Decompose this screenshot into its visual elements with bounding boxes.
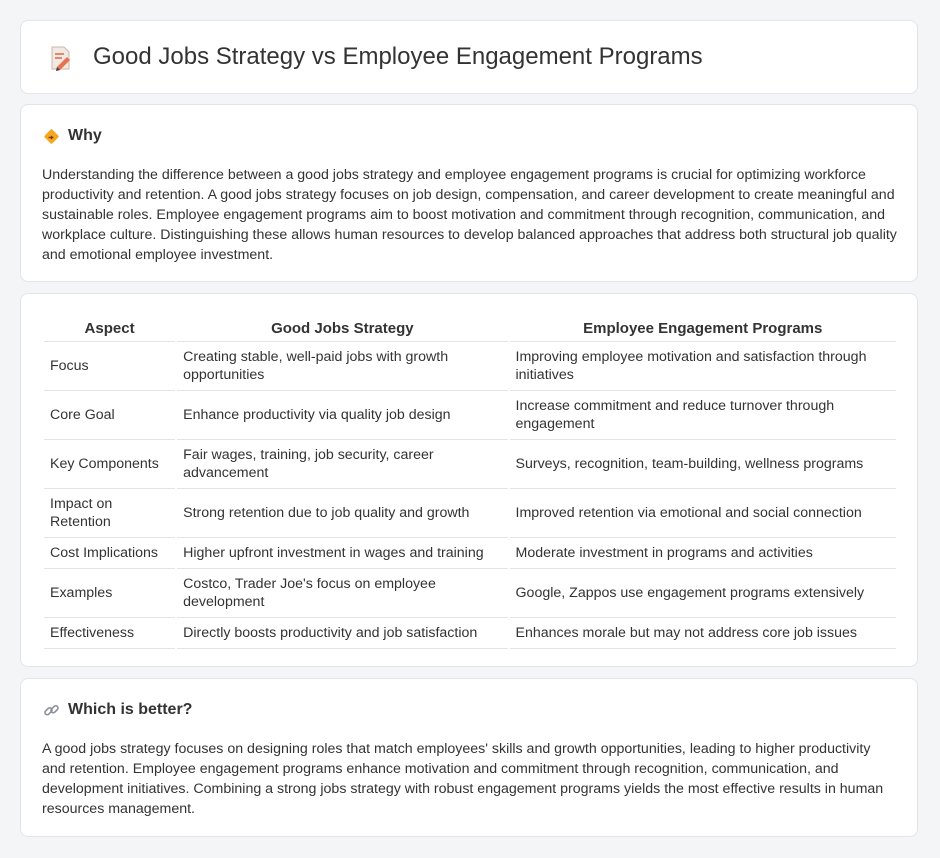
page-title: Good Jobs Strategy vs Employee Engagement Programs [93,43,703,70]
table-row [44,618,896,649]
cell-aspect: Examples [44,569,175,618]
table-row [44,489,896,538]
cell-aspect: Cost Implications [44,538,175,569]
cell-engagement: Enhances morale but may not address core job issues [510,618,896,649]
cell-engagement: Increase commitment and reduce turnover through engagement [510,391,896,440]
table-row [44,440,896,489]
why-heading: Why [68,127,102,144]
which-better-section [20,678,918,837]
cell-engagement: Moderate investment in programs and activities [510,538,896,569]
title-card [20,20,918,94]
cell-good-jobs: Strong retention due to job quality and growth [177,489,507,538]
cell-aspect: Impact on Retention [44,489,175,538]
cell-aspect: Core Goal [44,391,175,440]
cell-engagement: Improving employee motivation and satisfaction through initiatives [510,342,896,391]
header-good-jobs: Good Jobs Strategy [177,314,507,342]
comparison-table [42,314,898,649]
cell-engagement: Improved retention via emotional and social connection [510,489,896,538]
link-icon [43,702,60,719]
diamond-sign-icon [43,128,60,145]
cell-good-jobs: Enhance productivity via quality job design [177,391,507,440]
cell-good-jobs: Fair wages, training, job security, career advancement [177,440,507,489]
cell-good-jobs: Creating stable, well-paid jobs with growth opportunities [177,342,507,391]
cell-good-jobs: Costco, Trader Joe's focus on employee development [177,569,507,618]
cell-aspect: Effectiveness [44,618,175,649]
cell-aspect: Focus [44,342,175,391]
cell-engagement: Surveys, recognition, team-building, wellness programs [510,440,896,489]
why-text: Understanding the difference between a good jobs strategy and employee engagement programs is crucial for optimizing workforce productivity and retention. A good jobs strategy focuses on job design, compensation, and career development to create meaningful and sustainable roles. Employee engagement programs aim to boost motivation and commitment through recognition, communication, and workplace culture. Distinguishing these allows human resources to develop balanced approaches that address both structural job quality and emotional employee investment. [42,167,897,263]
cell-engagement: Google, Zappos use engagement programs extensively [510,569,896,618]
which-better-heading: Which is better? [68,701,193,718]
comparison-table-card [20,293,918,667]
header-engagement: Employee Engagement Programs [510,314,896,342]
table-row [44,538,896,569]
why-section [20,104,918,282]
table-row [44,391,896,440]
cell-good-jobs: Higher upfront investment in wages and training [177,538,507,569]
table-row [44,569,896,618]
cell-aspect: Key Components [44,440,175,489]
document-pencil-icon [49,45,73,71]
which-better-text: A good jobs strategy focuses on designing roles that match employees' skills and growth opportunities, leading to higher productivity and retention. Employee engagement programs enhance motivation and commitment through recognition, communication, and development initiatives. Combining a strong jobs strategy with robust engagement programs yields the most effective results in human resources management. [42,741,884,817]
table-row [44,342,896,391]
header-aspect: Aspect [44,314,175,342]
cell-good-jobs: Directly boosts productivity and job satisfaction [177,618,507,649]
